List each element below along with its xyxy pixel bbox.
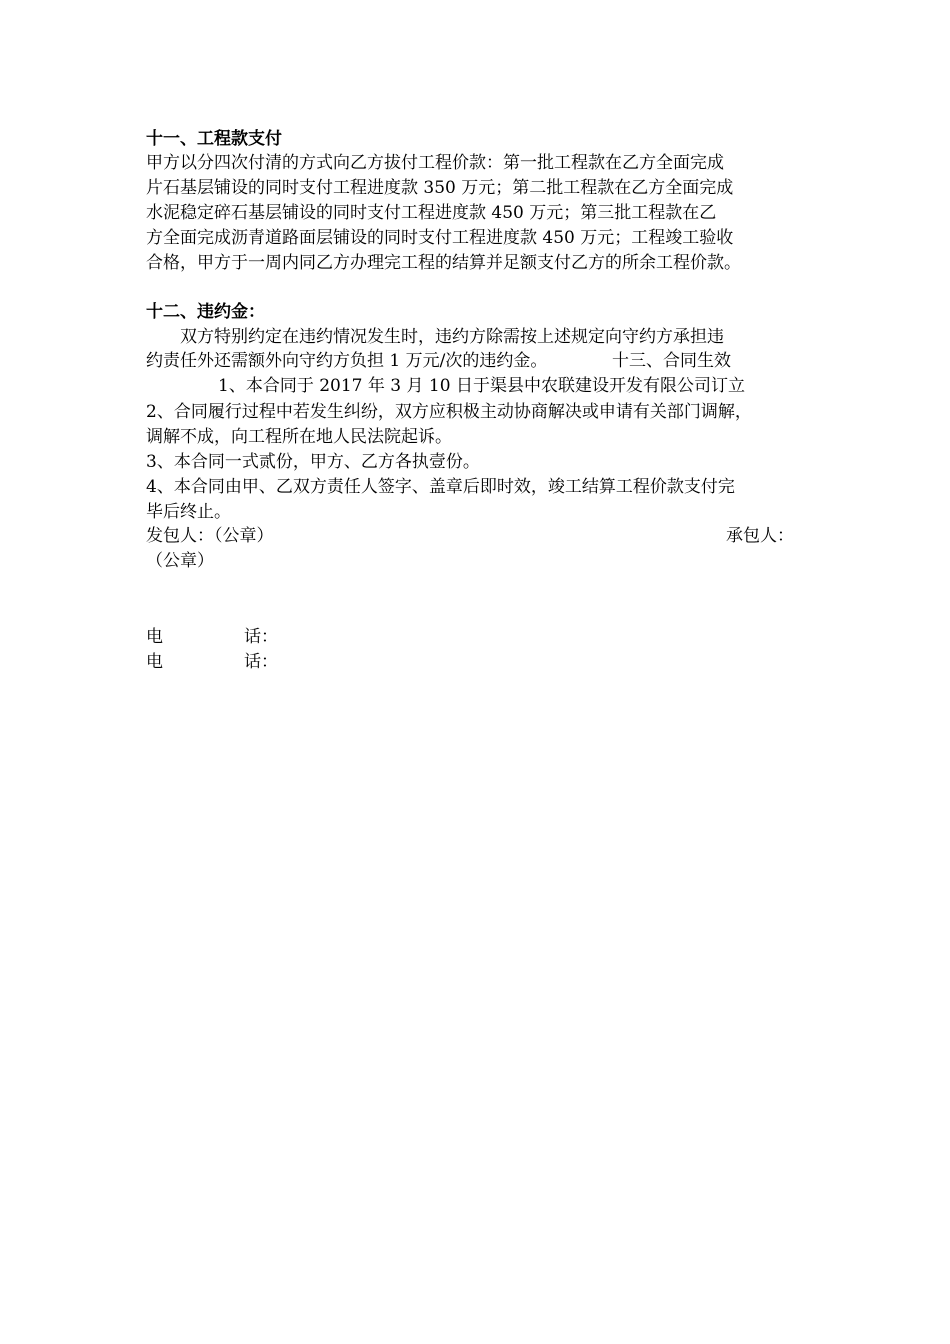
party-a-signature: 发包人：（公章） (146, 526, 274, 546)
party-b-seal: （公章） (146, 551, 214, 571)
party-b-signature: 承包人： (726, 526, 794, 546)
clause-4-cont: 毕后终止。 (146, 502, 231, 522)
section-11-heading: 十一、工程款支付 (146, 129, 282, 149)
section-11-line: 甲方以分四次付清的方式向乙方拔付工程价款：第一批工程款在乙方全面完成 (146, 153, 724, 173)
clause-4: 4、本合同由甲、乙双方责任人签字、盖章后即时效，竣工结算工程价款支付完 (146, 477, 735, 497)
phone-label-a-suffix: 话： (244, 627, 278, 647)
section-11-line: 方全面完成沥青道路面层铺设的同时支付工程进度款 450 万元；工程竣工验收 (146, 228, 734, 248)
phone-label-b-suffix: 话： (244, 652, 278, 672)
clause-1: 1、本合同于 2017 年 3 月 10 日于渠县中农联建设开发有限公司订立 (218, 376, 745, 396)
phone-label-a: 电 (146, 627, 163, 647)
section-11-line: 片石基层铺设的同时支付工程进度款 350 万元；第二批工程款在乙方全面完成 (146, 178, 734, 198)
section-11-line: 合格，甲方于一周内同乙方办理完工程的结算并足额支付乙方的所余工程价款。 (146, 253, 741, 273)
section-12-line: 双方特别约定在违约情况发生时，违约方除需按上述规定向守约方承担违 (180, 327, 724, 347)
section-11-line: 水泥稳定碎石基层铺设的同时支付工程进度款 450 万元；第三批工程款在乙 (146, 203, 717, 223)
section-13-heading: 十三、合同生效 (612, 351, 731, 371)
clause-2: 2、合同履行过程中若发生纠纷，双方应积极主动协商解决或申请有关部门调解， (146, 402, 752, 422)
clause-3: 3、本合同一式贰份，甲方、乙方各执壹份。 (146, 452, 480, 472)
clause-2-cont: 调解不成，向工程所在地人民法院起诉。 (146, 427, 452, 447)
section-12-line: 约责任外还需额外向守约方负担 1 万元/次的违约金。 (146, 351, 548, 371)
phone-label-b: 电 (146, 652, 163, 672)
section-12-heading: 十二、违约金： (146, 302, 265, 322)
